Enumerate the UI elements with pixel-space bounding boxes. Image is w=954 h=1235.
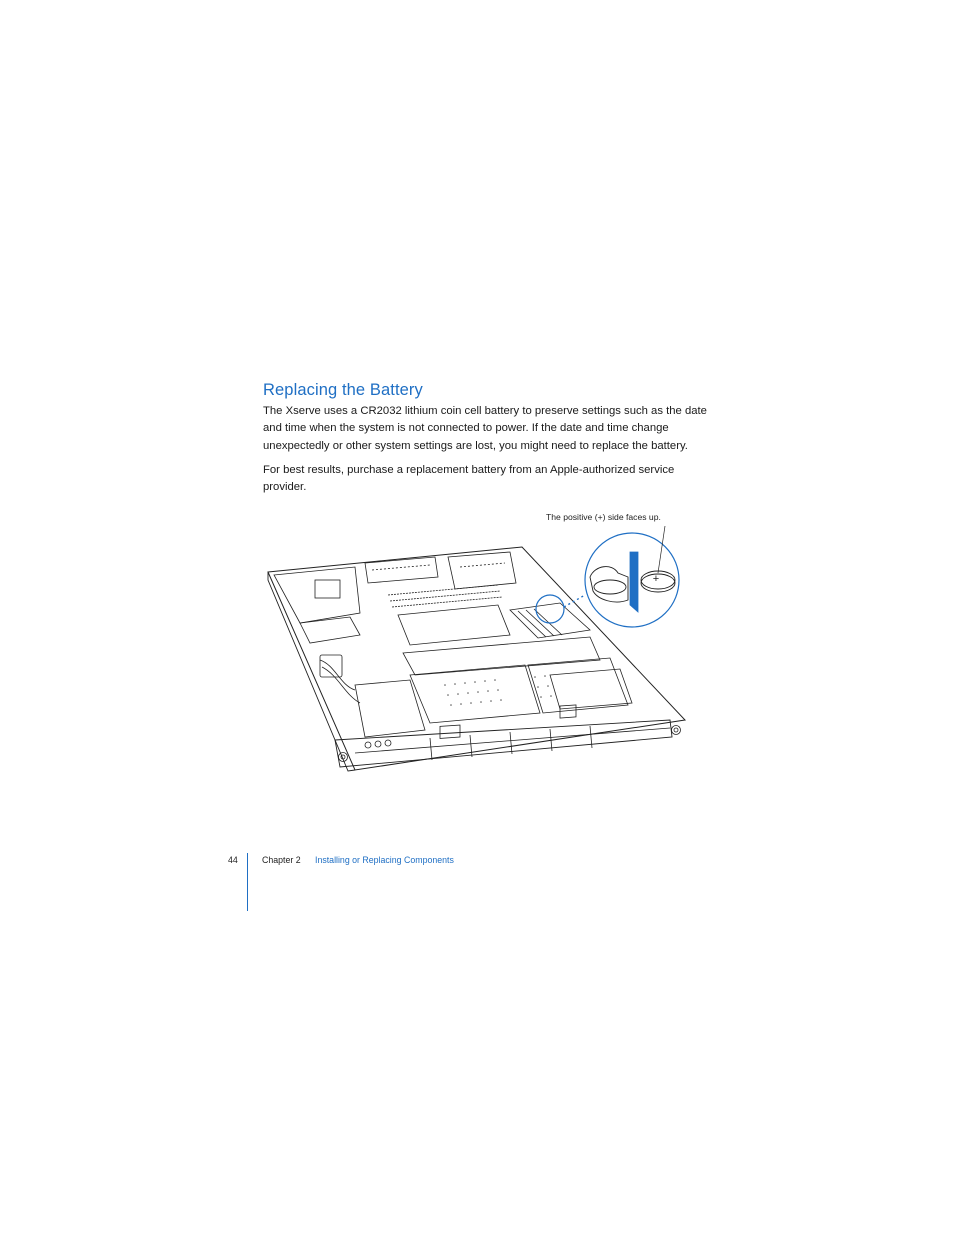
battery-callout-label: The positive (+) side faces up. — [546, 512, 661, 522]
battery-location-marker — [536, 595, 564, 623]
leader-dotted-line — [564, 595, 585, 607]
battery-detail-inset — [585, 533, 679, 627]
xserve-battery-illustration — [260, 525, 690, 775]
chapter-label: Chapter 2 — [262, 855, 301, 865]
positive-symbol: + — [652, 573, 660, 585]
body-paragraph: The Xserve uses a CR2032 lithium coin cell battery to preserve settings such as the date and time when the system is not connected to power. If the date and time change unexpectedly or other system settings are lost, you might need to replace the battery. — [263, 405, 707, 452]
section-heading: Replacing the Battery — [263, 381, 423, 399]
body-paragraph: For best results, purchase a replacement battery from an Apple-authorized service provider. — [263, 464, 675, 494]
chapter-title: Installing or Replacing Components — [315, 855, 454, 865]
footer-divider — [247, 853, 248, 911]
page-number: 44 — [228, 855, 238, 865]
